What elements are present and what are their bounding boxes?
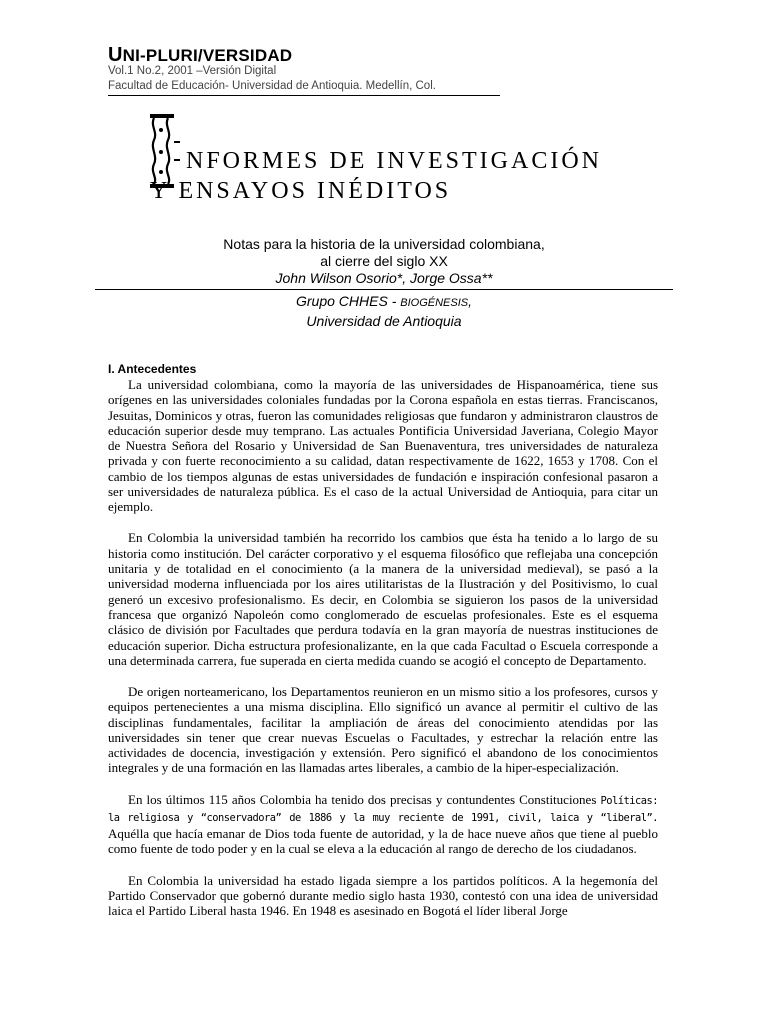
- paragraph-3: De origen norteamericano, los Departamentos reunieron en un mismo sitio a los profesores, cursos y equipos pertenecientes a una misma disciplina. Ello significó un avance al permitir el cultivo de las disciplinas fundamentales, facilitar la ampliación de áreas del conocimiento atendidas por las universidades sin tener que crear nuevas Escuelas o Facultades, y estrechar la relación entre las actividades de docencia, investigación y extensión. Pero significó el abandono de los conocimientos integrales y de una formación en las llamadas artes liberales, a cambio de la hiper-especialización.: [108, 683, 658, 776]
- research-group: [95, 292, 673, 312]
- paragraph-2: En Colombia la universidad también ha recorrido los cambios que ésta ha tenido a lo largo de su historia como institución. Del carácter corporativo y el esquema filosófico que reflejaba una concepción unitaria y de totalidad en el conocimiento (a la manera de la universidad medieval), se pasó a la universidad moderna influenciada por los aires utilitaristas de la Ilustración y del Positivismo, lo cual generó un excesivo profesionalismo. Es decir, en Colombia se siguieron los pasos de la universidad francesa que organizó Napoleón como conglomerado de escuelas profesionales. Este es el esquema clásico de división por Facultades que perdura todavía en la gran mayoría de nuestras instituciones de educación superior. Dicha estructura profesionalizante, en la que cada Facultad o Escuela corresponde a una determinada carrera, fue superada en cierta medida cuando se acogió el concepto de Departamento.: [108, 530, 658, 668]
- journal-faculty-line: Facultad de Educación- Universidad de Antioquia. Medellín, Col.: [108, 80, 436, 92]
- paragraph-4-typewriter: Políticas: la religiosa y “conservadora” de 1886 y la muy reciente de 1991, civil, laica y “liberal”.: [108, 794, 659, 824]
- paragraph-4: [108, 792, 658, 857]
- section-title-line2: Y ENSAYOS INÉDITOS: [150, 178, 452, 204]
- affiliation-block: [95, 292, 673, 330]
- article-title-line1: Notas para la historia de la universidad colombiana,: [223, 236, 545, 252]
- section-header: [146, 112, 666, 202]
- institution-name: Universidad de Antioquia: [306, 313, 462, 329]
- article-authors: John Wilson Osorio*, Jorge Ossa**: [275, 270, 493, 286]
- group-suffix: ,: [468, 293, 472, 309]
- article-title-block: [95, 236, 673, 287]
- paragraph-5: En Colombia la universidad ha estado ligada siempre a los partidos políticos. A la hegemonía del Partido Conservador que gobernó durante medio siglo hasta 1930, contestó con una idea de universidad laica el Partido Liberal hasta 1946. En 1948 es asesinado en Bogotá el líder liberal Jorge: [108, 872, 658, 919]
- paragraph-1: La universidad colombiana, como la mayoría de las universidades de Hispanoamérica, tiene sus orígenes en las universidades coloniales fundadas por la Corona española en estas tierras. Franciscanos, Jesuitas, Dominicos y otras, fueron las comunidades religiosas que fundaron y administraron claustros de educación superior desde muy temprano. Las actuales Pontificia Universidad Javeriana, Colegio Mayor de Nuestra Señora del Rosario y Universidad de San Buenaventura, tres universidades de naturaleza privada y con fuerte reconocimiento a su calidad, datan respectivamente de 1622, 1653 y 1708. Con el cambio de los tiempos algunas de estas universidades de fundación e inspiración confesional pasaron a ser universidades de naturaleza pública. Es el caso de la actual Universidad de Antioquia, para citar un ejemplo.: [108, 377, 658, 515]
- article-body: [108, 377, 658, 934]
- paragraph-4-end: Aquélla que hacía emanar de Dios toda fuente de autoridad, y la de hace nueve años que tiene al pueblo como fuente de todo poder y en la cual se eleva a la educación al rango de derecho de los ciudadanos.: [108, 826, 658, 857]
- journal-volume-line: Vol.1 No.2, 2001 –Versión Digital: [108, 65, 277, 77]
- title-rule: [95, 289, 673, 290]
- group-prefix: Grupo CHHES -: [296, 293, 401, 309]
- section-heading: I. Antecedentes: [108, 362, 197, 376]
- section-title-line1: NFORMES DE INVESTIGACIÓN: [186, 148, 603, 174]
- journal-title-initial: U: [108, 44, 123, 66]
- paragraph-4-start: En los últimos 115 años Colombia ha tenido dos precisas y contundentes Constituciones: [128, 791, 597, 807]
- journal-title: [108, 44, 292, 67]
- header-rule: [108, 95, 500, 96]
- group-name: BIOGÉNESIS: [400, 297, 469, 309]
- journal-title-rest: NI-PLURI/VERSIDAD: [122, 46, 293, 65]
- article-title-line2: al cierre del siglo XX: [320, 253, 448, 269]
